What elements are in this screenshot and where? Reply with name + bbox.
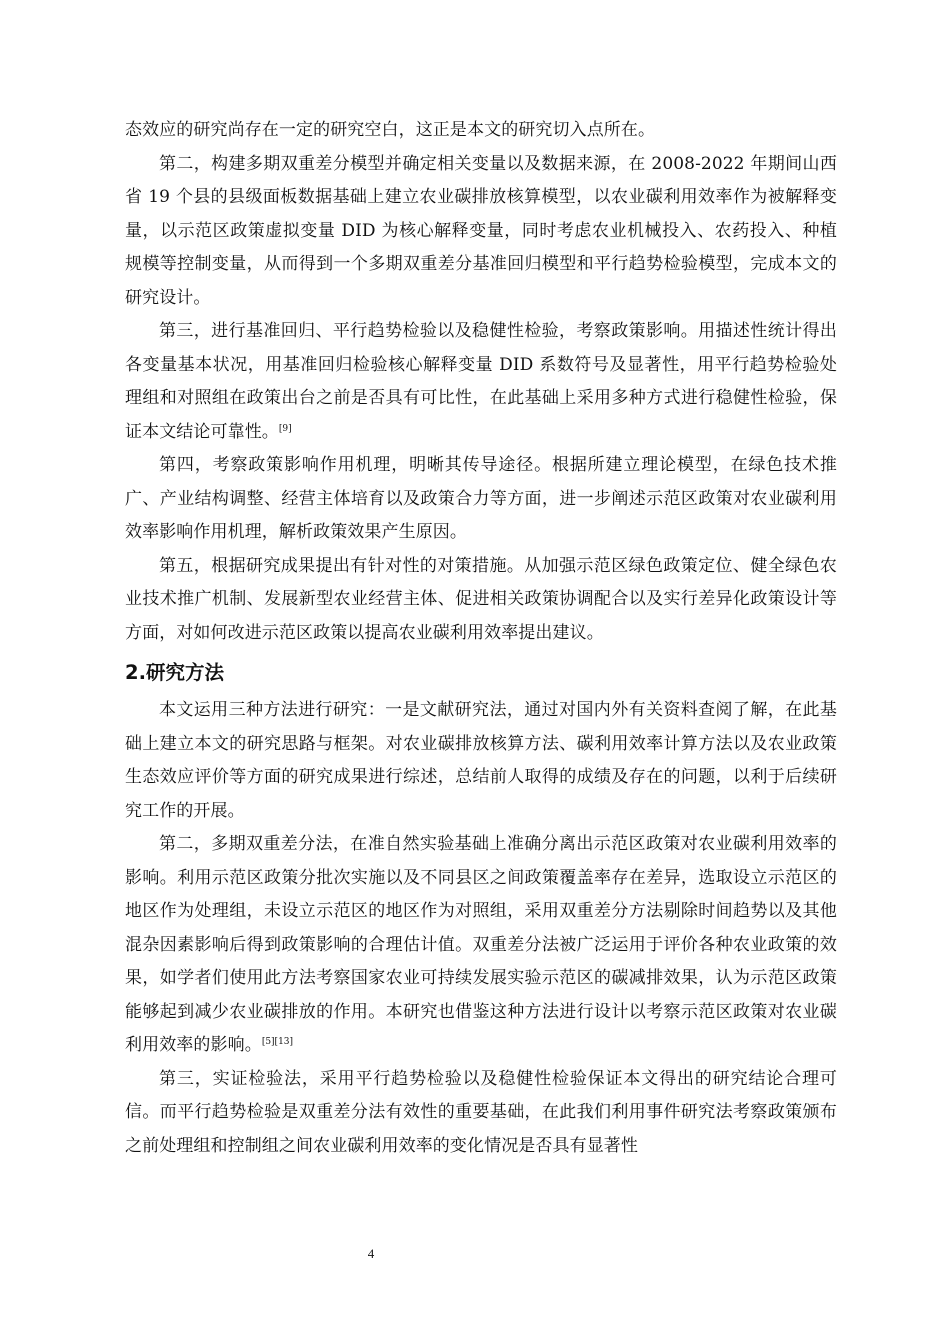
paragraph-text: 第三，进行基准回归、平行趋势检验以及稳健性检验，考察政策影响。用描述性统计得出各变量基本状况，用基准回归检验核心解释变量 DID 系数符号及显著性，用平行趋势检验处理组和对照组在政策出台之前是否具有可比性，在此基础上采用多种方式进行稳健性检验，保证本文结论可靠性。 xyxy=(125,321,837,442)
page-number: 4 xyxy=(367,1246,375,1261)
paragraph-text: 第二，构建多期双重差分模型并确定相关变量以及数据来源，在 2008-2022 年期间山西省 19 个县的县级面板数据基础上建立农业碳排放核算模型，以农业碳利用效率作为被解释变量，以示范区政策虚拟变量 DID 为核心解释变量，同时考虑农业机械投入、农药投入、种植规模等控制变量，从而得到一个多期双重差分基准回归模型和平行趋势检验模型，完成本文的研究设计。 xyxy=(125,153,837,308)
paragraph-text: 态效应的研究尚存在一定的研究空白，这正是本文的研究切入点所在。 xyxy=(125,120,656,140)
citation-ref: [5][13] xyxy=(261,1037,294,1047)
paragraph-text: 第三，实证检验法，采用平行趋势检验以及稳健性检验保证本文得出的研究结论合理可信。而平行趋势检验是双重差分法有效性的重要基础，在此我们利用事件研究法考察政策颁布之前处理组和控制组之间农业碳利用效率的变化情况是否具有显著性 xyxy=(125,1068,837,1156)
paragraph-text: 本文运用三种方法进行研究：一是文献研究法，通过对国内外有关资料查阅了解，在此基础上建立本文的研究思路与框架。对农业碳排放核算方法、碳利用效率计算方法以及农业政策生态效应评价等方面的研究成果进行综述，总结前人取得的成绩及存在的问题，以利于后续研究工作的开展。 xyxy=(125,700,837,821)
paragraph-text: 第四，考察政策影响作用机理，明晰其传导途径。根据所建立理论模型，在绿色技术推广、产业结构调整、经营主体培育以及政策合力等方面，进一步阐述示范区政策对农业碳利用效率影响作用机理，解析政策效果产生原因。 xyxy=(125,455,837,542)
paragraph-methods-empirical xyxy=(125,1063,837,1164)
paragraph-second-design xyxy=(125,148,837,316)
paragraph-fifth-suggestions xyxy=(125,550,837,651)
paragraph-methods-did xyxy=(125,828,837,1063)
document-body xyxy=(125,114,837,1163)
citation-ref: [9] xyxy=(278,423,292,434)
paragraph-fourth-mechanism xyxy=(125,449,837,550)
paragraph-methods-intro xyxy=(125,694,837,828)
paragraph-text: 第二，多期双重差分法，在准自然实验基础上准确分离出示范区政策对农业碳利用效率的影响。利用示范区政策分批次实施以及不同县区之间政策覆盖率存在差异，选取设立示范区的地区作为处理组，未设立示范区的地区作为对照组，采用双重差分方法剔除时间趋势以及其他混杂因素影响后得到政策影响的合理估计值。双重差分法被广泛运用于评价各种农业政策的效果，如学者们使用此方法考察国家农业可持续发展实验示范区的碳减排效果，认为示范区政策能够起到减少农业碳排放的作用。本研究也借鉴这种方法进行设计以考察示范区政策对农业碳利用效率的影响。 xyxy=(125,834,837,1055)
paragraph-third-regression xyxy=(125,315,837,449)
section-heading: 2.研究方法 xyxy=(125,661,224,684)
paragraph-continued xyxy=(125,114,837,148)
paragraph-text: 第五，根据研究成果提出有针对性的对策措施。从加强示范区绿色政策定位、健全绿色农业技术推广机制、发展新型农业经营主体、促进相关政策协调配合以及实行差异化政策设计等方面，对如何改进示范区政策以提高农业碳利用效率提出建议。 xyxy=(125,555,837,643)
